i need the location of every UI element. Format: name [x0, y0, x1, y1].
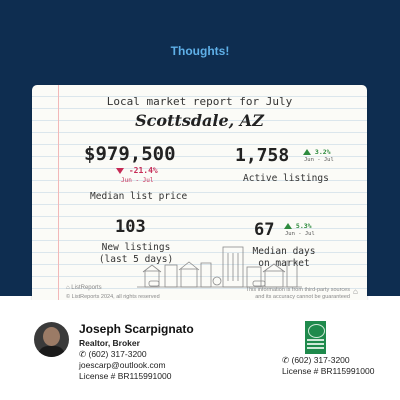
report-city: Scottsdale, AZ [135, 111, 264, 130]
median-days-period: Jun - Jul [285, 231, 315, 237]
active-listings-label: Active listings [243, 173, 329, 184]
new-listings-label-1: New listings [101, 242, 171, 253]
agent-phone[interactable] [79, 349, 194, 360]
agent-title: Realtor, Broker [79, 338, 140, 348]
broker-info [282, 355, 374, 377]
active-listings-change [303, 148, 331, 156]
equal-housing-icon: ⌂ [353, 287, 358, 296]
active-listings-change-text: 3.2% [314, 148, 331, 156]
broker-phone[interactable] [282, 355, 374, 366]
median-days-value: 67 [254, 220, 275, 240]
listreports-brand-text: ListReports [71, 285, 102, 291]
disclaimer-line-2: and its accuracy cannot be guaranteed [255, 294, 350, 300]
agent-phone-text: (602) 317-3200 [88, 349, 147, 359]
agent-email[interactable]: joescarp@outlook.com [79, 360, 166, 370]
median-price-value: $979,500 [84, 143, 176, 165]
active-listings-value: 1,758 [235, 145, 290, 166]
broker-license: License # BR115991000 [282, 366, 375, 376]
page-heading: Thoughts! [170, 44, 230, 58]
new-listings-label-2: (last 5 days) [98, 254, 174, 265]
median-days-label-1: Median days [252, 246, 316, 257]
median-days-change [284, 222, 312, 230]
market-report-card [32, 85, 367, 305]
arrow-up-icon [303, 149, 311, 155]
agent-avatar [34, 322, 69, 357]
new-listings-value: 103 [115, 217, 146, 237]
phone-icon: ✆ [282, 355, 290, 365]
active-listings-period: Jun - Jul [304, 157, 334, 163]
agent-name: Joseph Scarpignato [79, 322, 194, 336]
median-price-change [116, 166, 158, 175]
broker-logo [305, 321, 326, 354]
median-price-label: Median list price [90, 191, 188, 202]
report-title: Local market report for July [106, 95, 293, 108]
disclaimer-text [242, 287, 350, 301]
agent-license: License # BR115991000 [79, 371, 172, 381]
broker-phone-text: (602) 317-3200 [291, 355, 350, 365]
median-price-period: Jun - Jul [121, 177, 154, 184]
agent-info [79, 322, 194, 382]
copyright-text: © ListReports 2024, all rights reserved [66, 294, 160, 300]
phone-icon: ✆ [79, 349, 87, 359]
disclaimer-line-1: This information is from third-party sources [245, 287, 350, 293]
arrow-up-icon [284, 223, 292, 229]
listreports-logo-icon: ⌂ [66, 285, 70, 291]
listreports-brand [66, 285, 102, 291]
median-days-change-text: 5.3% [295, 222, 312, 230]
median-days-label-2: on market [258, 258, 310, 269]
city-skyline-illustration [137, 241, 302, 289]
arrow-down-icon [116, 168, 124, 174]
median-price-change-text: -21.4% [128, 166, 158, 175]
